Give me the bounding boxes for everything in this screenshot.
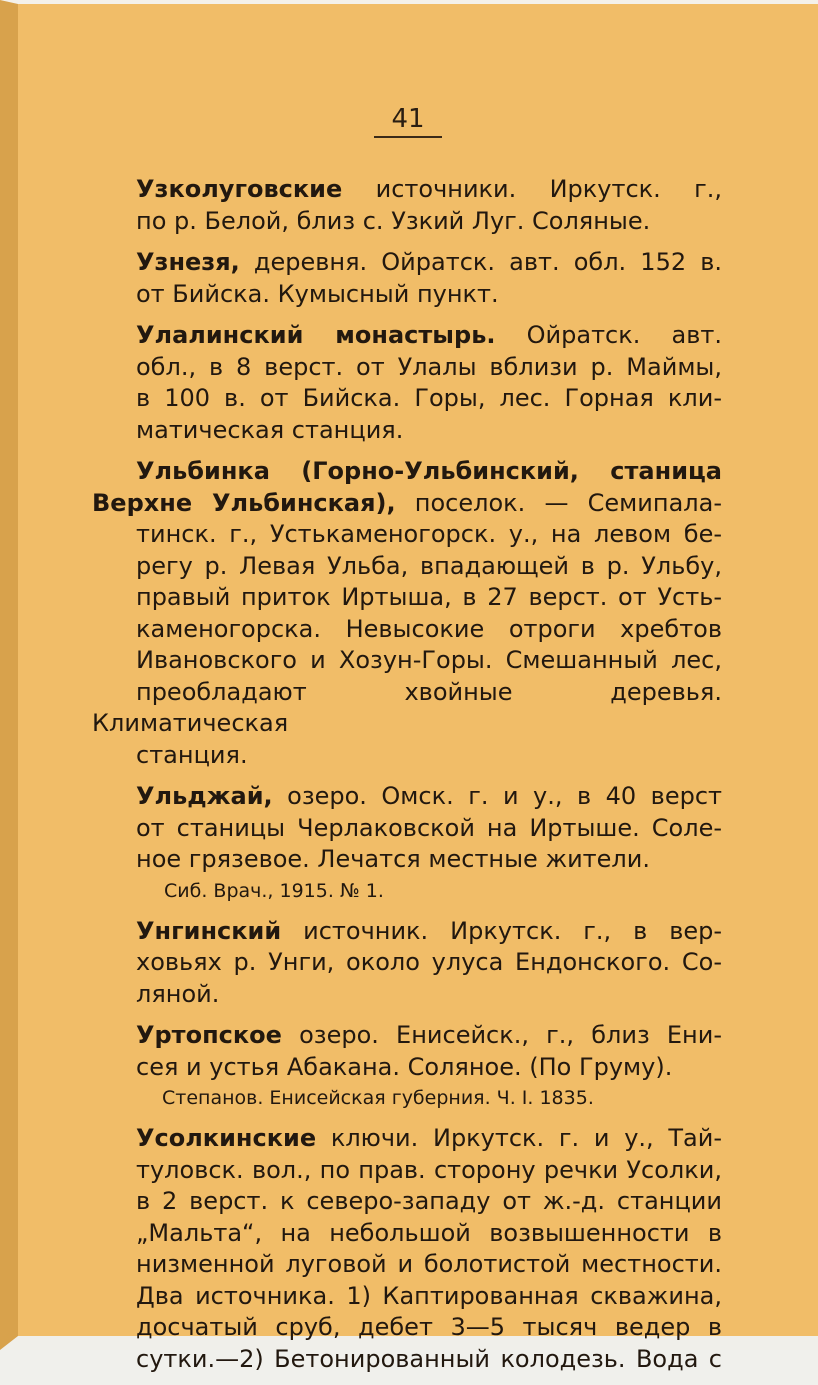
entry-line: Ивановского и Хозун-Горы. Смешанный лес, [136, 646, 722, 674]
entry-uzkolugovskie [92, 174, 722, 237]
entry-line: тинск. г., Устькаменогорск. у., на левом бе- [136, 520, 722, 548]
entry-heading: Унгинский [136, 916, 282, 945]
entry-line: Унгинский источник. Иркутск. г., в вер- [136, 916, 722, 945]
entry-list [92, 174, 722, 1385]
entry-line: матическая станция. [136, 415, 404, 444]
entry-line: ховьях р. Унги, около улуса Ендонского. Со- [136, 948, 722, 976]
entry-line: в 2 верст. к северо-западу от ж.-д. станции [136, 1187, 722, 1215]
page-number: 41 [391, 104, 425, 134]
entry-line: Узколуговские источники. Иркутск. г., [136, 175, 722, 203]
entry-line: досчатый сруб, дебет 3—5 тысяч ведер в [136, 1313, 722, 1341]
entry-line: сутки.—2) Бетонированный колодезь. Вода с [136, 1344, 722, 1373]
page-number-rule [374, 136, 442, 138]
entry-uzneza [92, 247, 722, 310]
entry-line: низменной луговой и болотистой местности. [136, 1250, 722, 1278]
entry-heading: Ульджай, [136, 782, 273, 810]
entry-line: регу р. Левая Ульба, впадающей в р. Ульбу, [136, 551, 722, 580]
entry-heading: Узколуговские [136, 175, 343, 203]
entry-line: „Мальта“, на небольшой возвышенности в [136, 1218, 722, 1247]
entry-line: Усолкинские ключи. Иркутск. г. и у., Тай- [136, 1124, 722, 1152]
entry-heading: Уртопское [136, 1021, 282, 1049]
citation: Сиб. Врач., 1915. № 1. [164, 879, 384, 902]
entry-line: сея и устья Абакана. Соляное. (По Груму). [136, 1052, 673, 1081]
citation: Степанов. Енисейская губерния. Ч. I. 1835. [162, 1087, 594, 1109]
entry-line: Ульджай, озеро. Омск. г. и у., в 40 верст [136, 782, 722, 810]
entry-uldzhay [92, 781, 722, 906]
entry-heading: Ульбинка (Горно-Ульбинский, станица [136, 457, 722, 485]
entry-urtopskoe [92, 1020, 722, 1113]
entry-line: каменогорска. Невысокие отроги хребтов [136, 614, 722, 643]
entry-line: Верхне Ульбинская), поселок. — Семипала- [92, 488, 722, 517]
entry-line: Уртопское озеро. Енисейск., г., близ Ени- [136, 1021, 722, 1049]
entry-line: ляной. [136, 979, 220, 1008]
entry-line: по р. Белой, близ с. Узкий Луг. Соляные. [136, 206, 651, 235]
entry-line: туловск. вол., по прав. сторону речки Усолки, [136, 1155, 722, 1184]
entry-line: от Бийска. Кумысный пункт. [136, 279, 499, 308]
entry-line: обл., в 8 верст. от Улалы вблизи р. Маймы, [136, 352, 722, 381]
entry-line: Узнезя, деревня. Ойратск. авт. обл. 152 в. [136, 248, 722, 276]
entry-heading: Улалинский монастырь. [136, 321, 496, 349]
entry-line: в 100 в. от Бийска. Горы, лес. Горная кли- [136, 384, 722, 412]
entry-heading-continued: Верхне Ульбинская), [92, 488, 396, 517]
entry-line: от станицы Черлаковской на Иртыше. Соле- [136, 813, 722, 842]
entry-unginsky [92, 916, 722, 1011]
entry-line: Два источника. 1) Каптированная скважина, [136, 1281, 722, 1310]
entry-line: Улалинский монастырь. Ойратск. авт. [136, 321, 722, 349]
entry-line: станция. [136, 740, 248, 769]
entry-ulalinsky-monastery [92, 320, 722, 446]
entry-line: правый приток Иртыша, в 27 верст. от Усть- [136, 583, 722, 611]
entry-heading: Узнезя, [136, 248, 240, 276]
entry-ulbinka [92, 456, 722, 771]
entry-line: преобладают хвойные деревья. Климатическая [92, 677, 722, 737]
entry-heading: Усолкинские [136, 1124, 317, 1152]
entry-line: ное грязевое. Лечатся местные жители. [136, 845, 650, 873]
entry-usolkinskie [92, 1123, 722, 1375]
